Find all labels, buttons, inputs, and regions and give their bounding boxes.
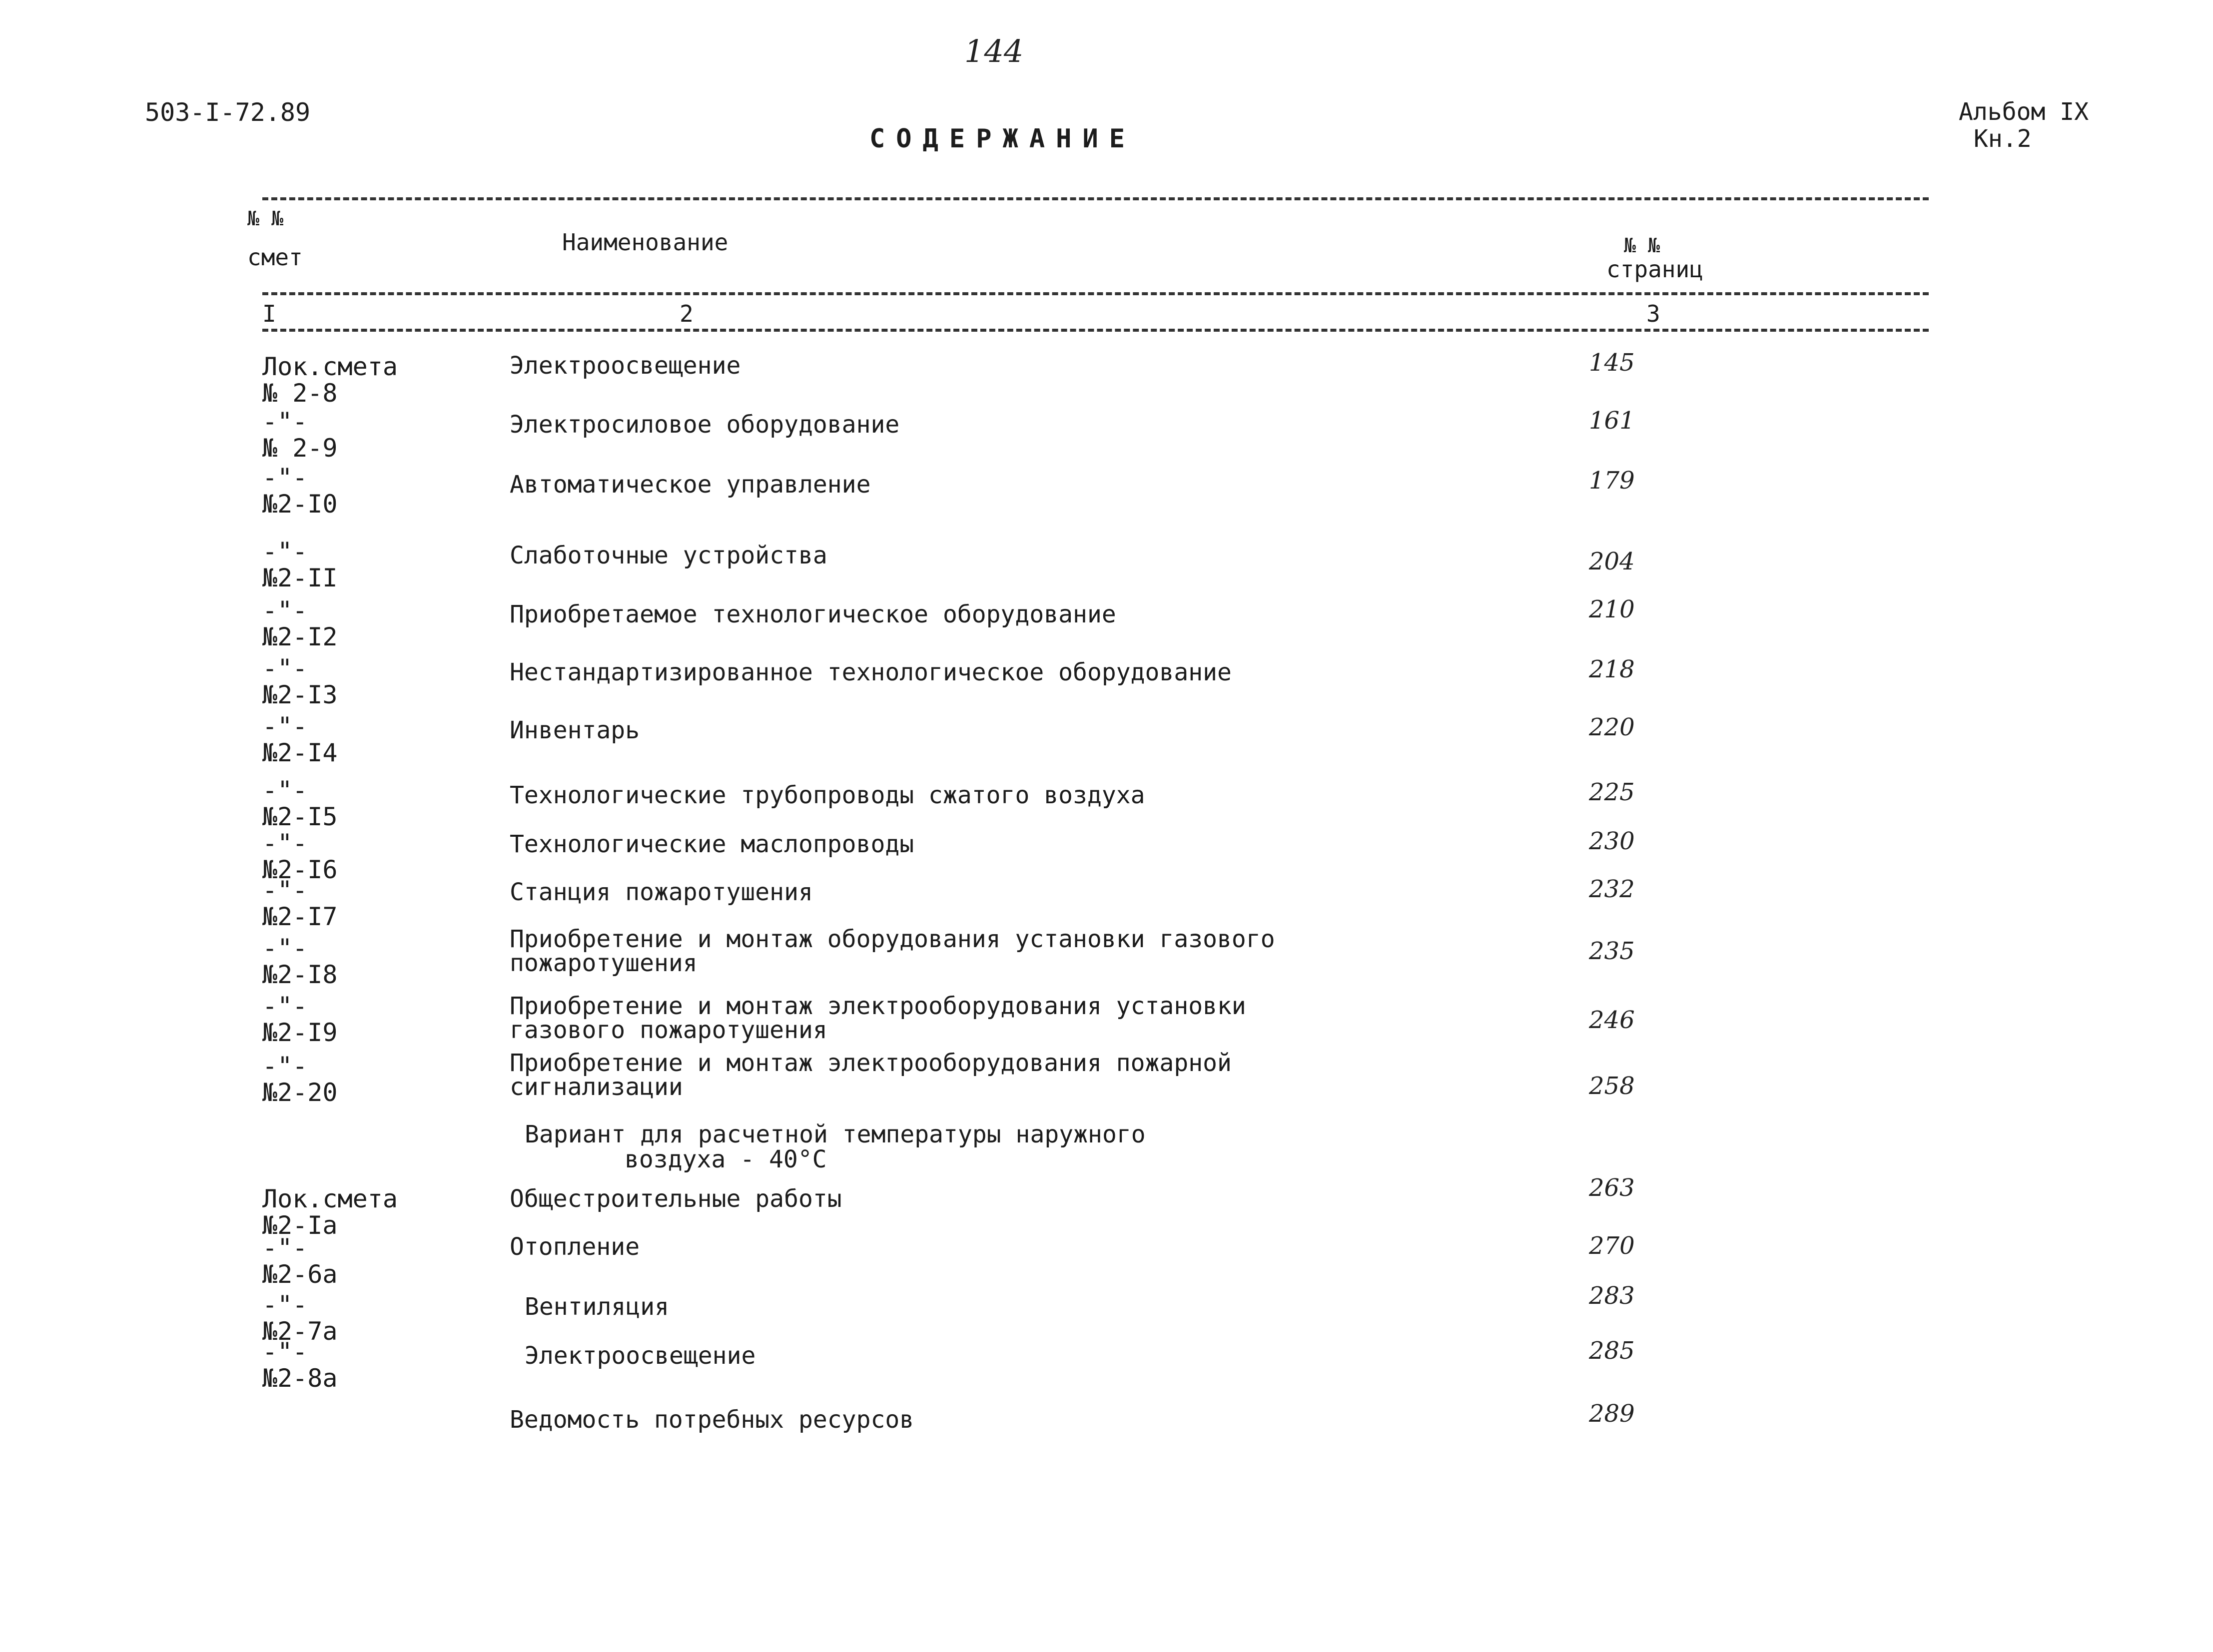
estimate-type: -"-	[262, 1052, 308, 1081]
estimate-type: -"-	[262, 829, 308, 858]
estimate-type: -"-	[262, 712, 308, 741]
estimate-number: №2-20	[262, 1078, 338, 1107]
item-page: 270	[1589, 1232, 1635, 1260]
variant-line-1: Вариант для расчетной температуры наружного	[525, 1120, 1146, 1148]
estimate-number: № 2-9	[262, 433, 338, 463]
item-name: Нестандартизированное технологическое оборудование	[510, 658, 1232, 686]
item-name: Электроосвещение	[525, 1342, 756, 1370]
item-page: 220	[1589, 713, 1635, 741]
item-page: 210	[1589, 595, 1635, 623]
item-page: 230	[1589, 827, 1635, 855]
estimate-type: -"-	[262, 407, 308, 436]
estimate-number: №2-I7	[262, 902, 338, 931]
page-header-numbers: № №	[1624, 234, 1660, 257]
item-page: 285	[1589, 1337, 1635, 1365]
estimate-number: №2-I8	[262, 960, 338, 989]
estimate-type: -"-	[262, 463, 308, 492]
item-name: Приобретение и монтаж оборудования установки газового	[510, 925, 1275, 953]
page-title: СОДЕРЖАНИЕ	[869, 124, 1136, 154]
name-header: Наименование	[562, 229, 729, 256]
column-number-2: 2	[680, 300, 694, 327]
estimate-number: №2-I9	[262, 1018, 338, 1047]
page-header-label: страниц	[1606, 256, 1703, 283]
item-page: 235	[1589, 937, 1635, 965]
estimate-type: -"-	[262, 1337, 308, 1366]
estimate-type: -"-	[262, 1290, 308, 1319]
estimate-type: -"-	[262, 1233, 308, 1262]
album-label: Альбом IX	[1959, 98, 2089, 126]
estimate-number: № 2-8	[262, 378, 338, 408]
estimate-type: -"-	[262, 992, 308, 1021]
item-name: Технологические трубопроводы сжатого воздуха	[510, 781, 1145, 809]
estimate-type: -"-	[262, 537, 308, 566]
estimate-number: №2-I3	[262, 680, 338, 709]
variant-line-2: воздуха - 40°С	[625, 1145, 827, 1174]
item-page: 204	[1589, 548, 1635, 575]
book-label: Кн.2	[1974, 125, 2032, 153]
item-name: Электросиловое оборудование	[510, 411, 900, 439]
divider-top	[262, 197, 1929, 200]
estimate-number: №2-II	[262, 563, 338, 592]
item-name: Слаботочные устройства	[510, 542, 827, 569]
sheet-number: 144	[964, 33, 1024, 69]
code-header-numbers: № №	[247, 207, 284, 230]
estimate-type: -"-	[262, 654, 308, 683]
item-name: Отопление	[510, 1233, 640, 1261]
resources-name: Ведомость потребных ресурсов	[510, 1406, 914, 1434]
estimate-number: №2-I5	[262, 802, 338, 831]
item-name: Инвентарь	[510, 716, 640, 744]
divider-columns	[262, 329, 1929, 332]
item-page: 145	[1589, 349, 1635, 377]
estimate-type: Лок.смета	[262, 352, 398, 381]
item-name-continued: газового пожаротушения	[510, 1016, 827, 1044]
divider-header	[262, 292, 1929, 295]
item-page: 283	[1589, 1282, 1635, 1310]
item-name: Электроосвещение	[510, 352, 741, 380]
item-name: Приобретение и монтаж электрооборудования пожарной	[510, 1049, 1232, 1077]
column-number-3: 3	[1646, 300, 1660, 327]
estimate-number: №2-I4	[262, 738, 338, 767]
item-page: 218	[1589, 655, 1635, 683]
estimate-number: №2-6а	[262, 1259, 338, 1289]
estimate-number: №2-7а	[262, 1316, 338, 1346]
item-page: 263	[1589, 1174, 1635, 1202]
variant-heading	[525, 1122, 1146, 1172]
resources-page: 289	[1589, 1400, 1635, 1428]
column-number-1: I	[262, 300, 276, 327]
estimate-type: -"-	[262, 876, 308, 905]
item-name-continued: пожаротушения	[510, 949, 698, 977]
item-page: 225	[1589, 778, 1635, 806]
estimate-number: №2-I6	[262, 855, 338, 884]
document-code: 503-I-72.89	[145, 98, 311, 127]
estimate-type: -"-	[262, 776, 308, 805]
item-page: 258	[1589, 1072, 1635, 1100]
estimate-number: №2-I0	[262, 489, 338, 519]
item-name: Вентиляция	[525, 1293, 669, 1321]
estimate-type: Лок.смета	[262, 1184, 398, 1213]
item-page: 232	[1589, 875, 1635, 903]
item-name: Общестроительные работы	[510, 1185, 842, 1213]
item-page: 161	[1589, 407, 1635, 435]
estimate-number: №2-I2	[262, 622, 338, 651]
item-name: Станция пожаротушения	[510, 878, 813, 906]
item-name: Приобретение и монтаж электрооборудования установки	[510, 992, 1246, 1020]
estimate-number: №2-8а	[262, 1363, 338, 1393]
code-header-label: смет	[247, 244, 303, 271]
item-page: 179	[1589, 467, 1635, 495]
estimate-number: №2-Iа	[262, 1210, 338, 1240]
item-name-continued: сигнализации	[510, 1073, 683, 1101]
estimate-type: -"-	[262, 934, 308, 963]
item-name: Приобретаемое технологическое оборудование	[510, 600, 1116, 628]
item-name: Технологические маслопроводы	[510, 830, 914, 858]
estimate-type: -"-	[262, 596, 308, 625]
item-name: Автоматическое управление	[510, 471, 871, 499]
item-page: 246	[1589, 1006, 1635, 1034]
